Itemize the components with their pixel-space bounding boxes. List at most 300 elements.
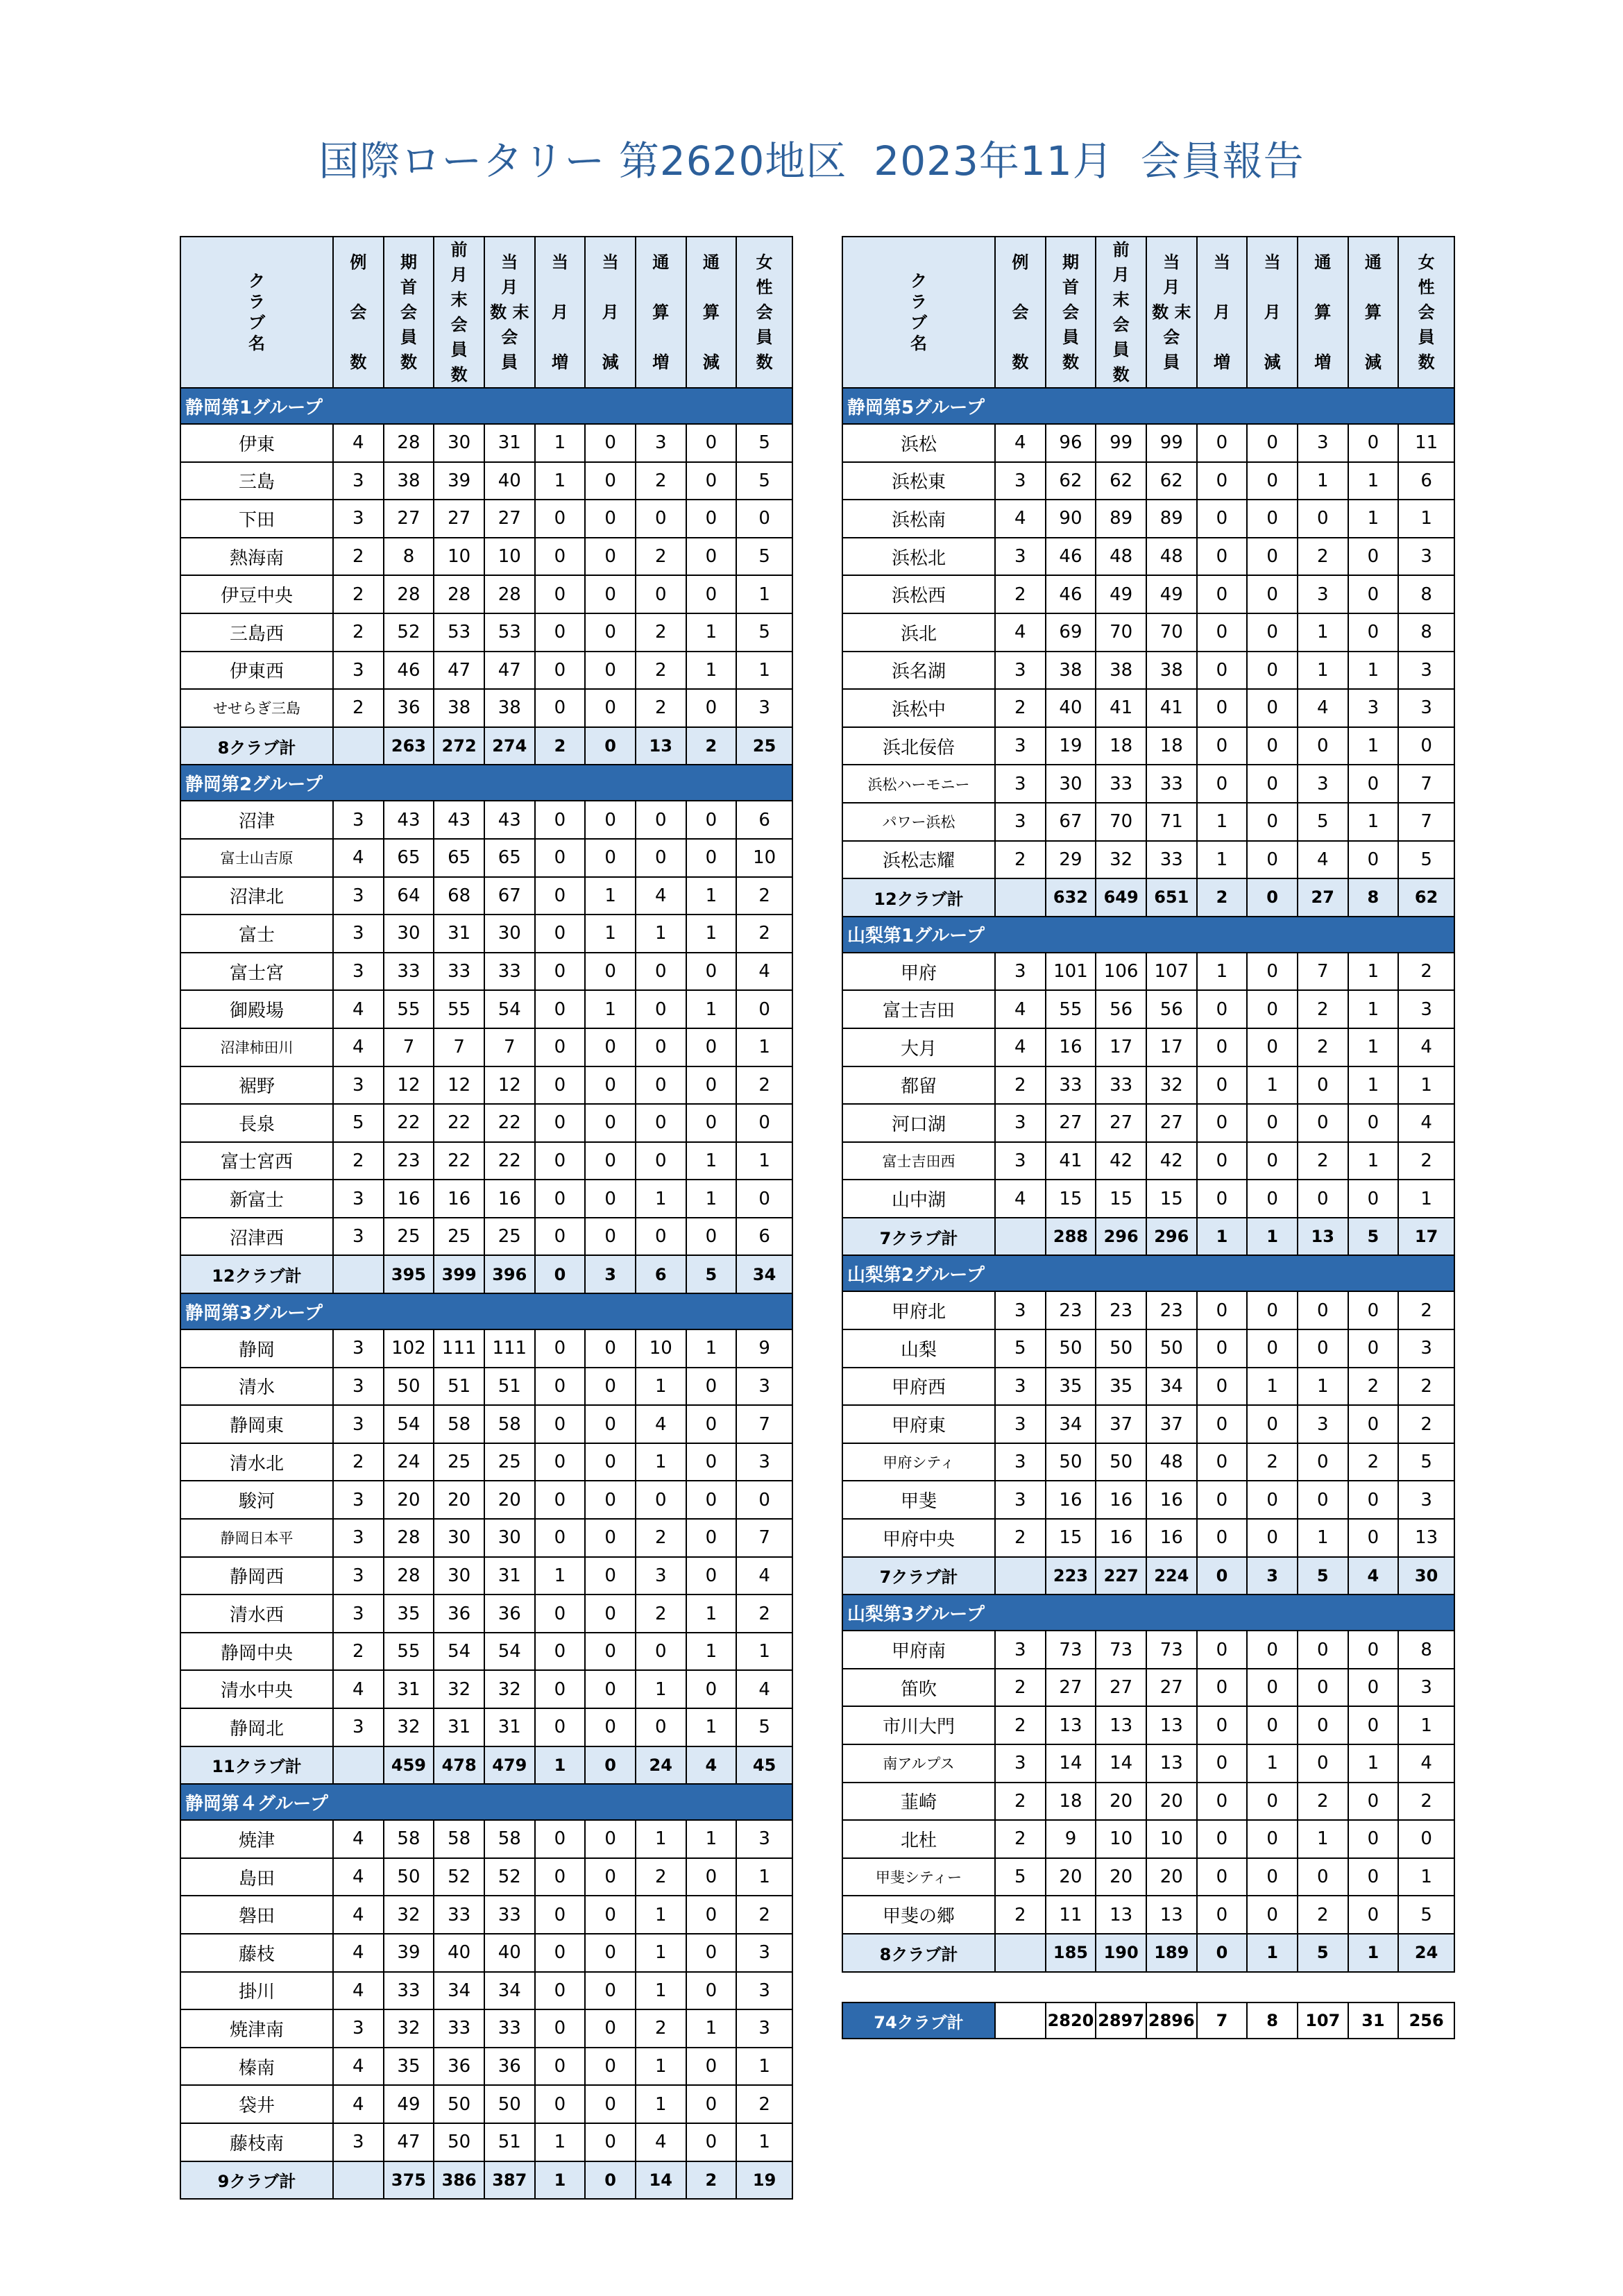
grand-total-table — [842, 2002, 1455, 2039]
club-value: 0 — [686, 801, 737, 839]
club-value: 0 — [1247, 500, 1298, 538]
subtotal-value: 17 — [1398, 1218, 1454, 1256]
club-value: 1 — [686, 1329, 737, 1368]
club-value: 23 — [384, 1142, 434, 1180]
club-row — [842, 1066, 1454, 1105]
club-value: 0 — [1298, 1669, 1348, 1707]
club-value: 0 — [535, 990, 586, 1028]
club-name: 山梨 — [842, 1329, 995, 1368]
subtotal-value: 2 — [1197, 878, 1248, 917]
club-name: 焼津 — [180, 1820, 333, 1858]
club-value: 2 — [636, 689, 686, 727]
club-value: 0 — [1247, 538, 1298, 576]
subtotal-row — [180, 1255, 792, 1293]
club-row — [180, 1858, 792, 1896]
club-value: 69 — [1046, 613, 1096, 652]
club-value: 2 — [995, 1669, 1046, 1707]
club-value: 15 — [1046, 1519, 1096, 1557]
club-value: 34 — [434, 1972, 484, 2010]
club-value: 9 — [1046, 1820, 1096, 1858]
club-value: 4 — [995, 1180, 1046, 1218]
club-value: 30 — [1046, 765, 1096, 803]
club-value: 64 — [384, 877, 434, 915]
club-value: 4 — [1298, 689, 1348, 727]
club-row — [842, 1329, 1454, 1368]
club-value: 9 — [736, 1329, 792, 1368]
club-value: 35 — [384, 2048, 434, 2086]
subtotal-value: 8 — [1348, 878, 1399, 917]
club-value: 4 — [995, 500, 1046, 538]
club-value: 25 — [484, 1443, 535, 1481]
club-value: 90 — [1046, 500, 1096, 538]
club-value: 3 — [736, 1934, 792, 1972]
club-value: 24 — [384, 1443, 434, 1481]
club-name: 熱海南 — [180, 538, 333, 576]
club-value: 0 — [1348, 1706, 1399, 1744]
club-value: 0 — [585, 613, 636, 652]
club-value: 102 — [384, 1329, 434, 1368]
club-value: 0 — [1247, 953, 1298, 991]
subtotal-value: 1 — [1197, 1218, 1248, 1256]
club-value: 2 — [333, 538, 384, 576]
club-value: 2 — [995, 1783, 1046, 1821]
club-value: 25 — [434, 1443, 484, 1481]
club-row — [842, 613, 1454, 652]
club-value: 0 — [535, 575, 586, 613]
column-header — [333, 237, 384, 388]
grand-total-value: 2897 — [1096, 2002, 1146, 2039]
club-value: 0 — [1247, 1896, 1298, 1934]
subtotal-value: 478 — [434, 1746, 484, 1785]
club-value: 16 — [434, 1180, 484, 1218]
club-value: 40 — [1046, 689, 1096, 727]
club-name: 浜北佞倍 — [842, 727, 995, 765]
club-value: 0 — [736, 1180, 792, 1218]
club-value: 25 — [434, 1218, 484, 1256]
club-value: 3 — [995, 1631, 1046, 1669]
club-value: 1 — [535, 424, 586, 462]
subtotal-value: 2 — [535, 727, 586, 765]
club-value: 20 — [1046, 1858, 1096, 1896]
club-value: 50 — [1146, 1329, 1197, 1368]
club-value: 20 — [1096, 1858, 1146, 1896]
club-value: 3 — [995, 1291, 1046, 1329]
club-value: 4 — [1298, 841, 1348, 879]
subtotal-value: 0 — [1197, 1557, 1248, 1595]
club-value: 0 — [1197, 765, 1248, 803]
club-value: 0 — [585, 1519, 636, 1557]
club-value: 0 — [1197, 462, 1248, 500]
club-value: 0 — [585, 1329, 636, 1368]
club-row — [180, 1896, 792, 1934]
club-value: 10 — [484, 538, 535, 576]
club-value: 2 — [1398, 1142, 1454, 1180]
club-name: 甲斐シティー — [842, 1858, 995, 1896]
club-value: 3 — [995, 953, 1046, 991]
column-header-label: 当 月 増 — [551, 253, 568, 372]
club-value: 0 — [1247, 1858, 1298, 1896]
club-value: 0 — [1247, 652, 1298, 690]
club-name: 北杜 — [842, 1820, 995, 1858]
club-value: 0 — [585, 1028, 636, 1066]
club-value: 6 — [736, 1218, 792, 1256]
club-value: 14 — [1096, 1744, 1146, 1783]
subtotal-value: 13 — [1298, 1218, 1348, 1256]
club-row — [180, 613, 792, 652]
group-name: 山梨第2グループ — [842, 1255, 1454, 1291]
group-header-row — [842, 917, 1454, 953]
club-name: 富士吉田 — [842, 990, 995, 1028]
subtotal-value: 479 — [484, 1746, 535, 1785]
club-value: 0 — [1247, 575, 1298, 613]
club-value: 25 — [484, 1218, 535, 1256]
club-name: 富士山吉原 — [180, 839, 333, 877]
club-value: 27 — [1046, 1104, 1096, 1142]
club-value: 1 — [736, 1142, 792, 1180]
club-value: 0 — [1298, 1066, 1348, 1105]
subtotal-value: 396 — [484, 1255, 535, 1293]
club-value: 50 — [434, 2123, 484, 2161]
club-name: 長泉 — [180, 1104, 333, 1142]
club-value: 50 — [384, 1858, 434, 1896]
club-row — [180, 1028, 792, 1066]
subtotal-value: 190 — [1096, 1934, 1146, 1972]
club-value: 2 — [636, 1595, 686, 1633]
club-name: 袋井 — [180, 2085, 333, 2123]
club-value: 22 — [434, 1142, 484, 1180]
club-value: 7 — [1398, 803, 1454, 841]
club-value: 1 — [686, 652, 737, 690]
club-value: 40 — [484, 462, 535, 500]
column-header — [585, 237, 636, 388]
subtotal-label: 11クラブ計 — [180, 1746, 333, 1785]
club-name: 甲府中央 — [842, 1519, 995, 1557]
club-name: 甲府西 — [842, 1368, 995, 1406]
club-name: 静岡西 — [180, 1557, 333, 1595]
club-value: 33 — [384, 1972, 434, 2010]
club-value: 25 — [384, 1218, 434, 1256]
club-row — [842, 500, 1454, 538]
club-row — [180, 1820, 792, 1858]
club-name: 甲府シティ — [842, 1443, 995, 1481]
club-value: 37 — [1146, 1405, 1197, 1443]
club-row — [842, 538, 1454, 576]
club-name: 浜松南 — [842, 500, 995, 538]
club-value: 3 — [736, 1368, 792, 1406]
subtotal-value: 224 — [1146, 1557, 1197, 1595]
club-value: 46 — [1046, 538, 1096, 576]
club-value: 0 — [686, 1858, 737, 1896]
club-value: 0 — [1247, 1631, 1298, 1669]
club-value: 2 — [1298, 990, 1348, 1028]
club-value: 0 — [585, 1820, 636, 1858]
club-name: 静岡中央 — [180, 1633, 333, 1671]
club-value: 10 — [736, 839, 792, 877]
club-value: 2 — [1298, 1896, 1348, 1934]
club-value: 22 — [434, 1104, 484, 1142]
club-value: 0 — [1298, 1706, 1348, 1744]
club-name: 山中湖 — [842, 1180, 995, 1218]
club-value: 0 — [535, 1670, 586, 1708]
club-value: 4 — [333, 2048, 384, 2086]
club-value: 3 — [995, 1368, 1046, 1406]
club-value: 1 — [1298, 1519, 1348, 1557]
club-value: 0 — [585, 1858, 636, 1896]
club-value: 1 — [686, 877, 737, 915]
club-value: 50 — [1046, 1443, 1096, 1481]
club-value: 0 — [636, 1066, 686, 1105]
club-value: 3 — [1398, 1481, 1454, 1519]
club-value: 0 — [585, 2009, 636, 2048]
club-value: 2 — [333, 1633, 384, 1671]
header-row — [842, 237, 1454, 388]
club-value: 2 — [995, 1519, 1046, 1557]
club-value: 3 — [1298, 765, 1348, 803]
club-name: パワー浜松 — [842, 803, 995, 841]
left-report-table — [180, 236, 793, 2200]
club-name: 韮崎 — [842, 1783, 995, 1821]
club-value: 0 — [1197, 1066, 1248, 1105]
club-value: 4 — [333, 990, 384, 1028]
club-value: 2 — [1247, 1443, 1298, 1481]
club-value: 0 — [636, 1481, 686, 1519]
club-value: 12 — [484, 1066, 535, 1105]
grand-total-row — [842, 2002, 1454, 2039]
club-value: 3 — [333, 1368, 384, 1406]
club-value: 23 — [1146, 1291, 1197, 1329]
club-value: 2 — [736, 2085, 792, 2123]
club-value: 0 — [535, 1519, 586, 1557]
club-name: 甲府南 — [842, 1631, 995, 1669]
club-value: 33 — [384, 953, 434, 991]
club-value: 0 — [535, 877, 586, 915]
club-value: 3 — [1298, 575, 1348, 613]
club-value: 0 — [535, 1708, 586, 1746]
club-value: 28 — [434, 575, 484, 613]
subtotal-value: 227 — [1096, 1557, 1146, 1595]
subtotal-value — [995, 878, 1046, 917]
club-name: 清水 — [180, 1368, 333, 1406]
club-name: 市川大門 — [842, 1706, 995, 1744]
club-value: 7 — [736, 1405, 792, 1443]
subtotal-value: 387 — [484, 2161, 535, 2200]
subtotal-row — [842, 1218, 1454, 1256]
club-value: 1 — [585, 877, 636, 915]
club-value: 0 — [686, 2085, 737, 2123]
club-value: 0 — [686, 1519, 737, 1557]
club-value: 34 — [1146, 1368, 1197, 1406]
club-value: 0 — [535, 1595, 586, 1633]
club-value: 3 — [333, 1405, 384, 1443]
club-value: 3 — [736, 689, 792, 727]
club-value: 50 — [384, 1368, 434, 1406]
club-value: 96 — [1046, 424, 1096, 462]
group-name: 山梨第1グループ — [842, 917, 1454, 953]
subtotal-value: 0 — [535, 1255, 586, 1293]
club-value: 0 — [535, 652, 586, 690]
club-row — [180, 839, 792, 877]
club-value: 1 — [686, 613, 737, 652]
grand-total-value: 31 — [1348, 2002, 1399, 2039]
club-value: 0 — [686, 424, 737, 462]
club-value: 1 — [535, 1557, 586, 1595]
club-value: 2 — [636, 538, 686, 576]
column-header — [484, 237, 535, 388]
club-value: 67 — [1046, 803, 1096, 841]
club-value: 0 — [1247, 1104, 1298, 1142]
club-value: 0 — [686, 2123, 737, 2161]
club-value: 3 — [995, 727, 1046, 765]
club-value: 3 — [333, 1519, 384, 1557]
club-value: 0 — [1197, 1783, 1248, 1821]
club-value: 4 — [1398, 1028, 1454, 1066]
club-value: 0 — [535, 1028, 586, 1066]
club-value: 1 — [535, 2123, 586, 2161]
club-row — [180, 1142, 792, 1180]
club-value: 4 — [995, 990, 1046, 1028]
club-value: 0 — [1348, 424, 1399, 462]
club-value: 13 — [1146, 1896, 1197, 1934]
club-value: 58 — [384, 1820, 434, 1858]
subtotal-value: 0 — [1197, 1934, 1248, 1972]
club-value: 27 — [1096, 1669, 1146, 1707]
club-value: 14 — [1046, 1744, 1096, 1783]
club-value: 0 — [1197, 1706, 1248, 1744]
club-value: 33 — [434, 2009, 484, 2048]
club-value: 0 — [686, 839, 737, 877]
club-value: 4 — [333, 1896, 384, 1934]
club-value: 1 — [1348, 803, 1399, 841]
club-value: 13 — [1096, 1706, 1146, 1744]
club-value: 20 — [1146, 1858, 1197, 1896]
club-row — [180, 1405, 792, 1443]
column-header-label: ク ラ ブ 名 — [248, 271, 265, 353]
subtotal-row — [842, 1557, 1454, 1595]
club-value: 1 — [1197, 803, 1248, 841]
club-value: 3 — [333, 1218, 384, 1256]
group-header-row — [842, 388, 1454, 424]
club-value: 2 — [1298, 1028, 1348, 1066]
club-value: 0 — [535, 1405, 586, 1443]
subtotal-value: 0 — [585, 2161, 636, 2200]
club-value: 40 — [434, 1934, 484, 1972]
club-row — [842, 1028, 1454, 1066]
club-value: 5 — [333, 1104, 384, 1142]
club-value: 3 — [333, 1481, 384, 1519]
club-value: 0 — [1247, 1820, 1298, 1858]
club-value: 0 — [585, 1633, 636, 1671]
club-value: 48 — [1146, 1443, 1197, 1481]
club-value: 20 — [384, 1481, 434, 1519]
club-row — [180, 990, 792, 1028]
club-value: 1 — [686, 990, 737, 1028]
club-value: 4 — [995, 613, 1046, 652]
club-value: 7 — [1298, 953, 1348, 991]
club-name: 静岡 — [180, 1329, 333, 1368]
club-value: 33 — [434, 1896, 484, 1934]
column-header — [636, 237, 686, 388]
club-value: 33 — [1146, 765, 1197, 803]
club-value: 4 — [333, 1820, 384, 1858]
club-value: 16 — [1096, 1519, 1146, 1557]
club-value: 2 — [736, 877, 792, 915]
column-header — [1197, 237, 1248, 388]
club-row — [180, 1633, 792, 1671]
club-value: 0 — [1197, 1291, 1248, 1329]
subtotal-value: 0 — [585, 1746, 636, 1785]
subtotal-value: 3 — [1247, 1557, 1298, 1595]
club-value: 1 — [686, 915, 737, 953]
club-value: 6 — [1398, 462, 1454, 500]
column-header-label: 当 月 増 — [1213, 253, 1230, 372]
club-value: 4 — [1398, 1104, 1454, 1142]
club-value: 0 — [535, 2085, 586, 2123]
club-value: 0 — [1197, 1820, 1248, 1858]
club-value: 2 — [333, 1142, 384, 1180]
club-value: 89 — [1146, 500, 1197, 538]
club-name: 磐田 — [180, 1896, 333, 1934]
club-value: 23 — [1046, 1291, 1096, 1329]
club-name: 笛吹 — [842, 1669, 995, 1707]
club-value: 28 — [384, 1557, 434, 1595]
club-value: 4 — [333, 839, 384, 877]
subtotal-value: 1 — [1247, 1934, 1298, 1972]
club-value: 0 — [585, 1443, 636, 1481]
group-header-row — [180, 765, 792, 801]
club-name: 新富士 — [180, 1180, 333, 1218]
club-value: 0 — [1197, 1329, 1248, 1368]
club-row — [842, 803, 1454, 841]
club-row — [842, 765, 1454, 803]
club-value: 0 — [1247, 1291, 1298, 1329]
subtotal-value: 189 — [1146, 1934, 1197, 1972]
club-value: 43 — [384, 801, 434, 839]
club-row — [842, 462, 1454, 500]
club-value: 13 — [1096, 1896, 1146, 1934]
club-value: 16 — [1046, 1028, 1096, 1066]
club-value: 2 — [736, 1066, 792, 1105]
column-header — [1348, 237, 1399, 388]
column-header — [1247, 237, 1298, 388]
club-value: 0 — [585, 1557, 636, 1595]
club-value: 0 — [585, 1595, 636, 1633]
club-value: 0 — [686, 1481, 737, 1519]
club-value: 3 — [995, 1142, 1046, 1180]
club-row — [842, 689, 1454, 727]
club-value: 106 — [1096, 953, 1146, 991]
club-value: 0 — [535, 1820, 586, 1858]
club-name: 駿河 — [180, 1481, 333, 1519]
group-header-row — [842, 1255, 1454, 1291]
club-value: 0 — [686, 575, 737, 613]
club-value: 39 — [434, 462, 484, 500]
club-value: 0 — [1197, 1669, 1248, 1707]
club-value: 0 — [1197, 1405, 1248, 1443]
club-value: 3 — [1398, 1329, 1454, 1368]
right-report-table — [842, 236, 1455, 1973]
subtotal-value: 296 — [1096, 1218, 1146, 1256]
club-value: 12 — [384, 1066, 434, 1105]
club-name: 浜松東 — [842, 462, 995, 500]
club-value: 17 — [1096, 1028, 1146, 1066]
club-value: 0 — [535, 538, 586, 576]
club-value: 0 — [1197, 1519, 1248, 1557]
club-value: 3 — [636, 1557, 686, 1595]
column-header-label: 通 算 増 — [652, 253, 670, 372]
subtotal-value: 375 — [384, 2161, 434, 2200]
club-value: 31 — [484, 1708, 535, 1746]
club-value: 22 — [484, 1142, 535, 1180]
